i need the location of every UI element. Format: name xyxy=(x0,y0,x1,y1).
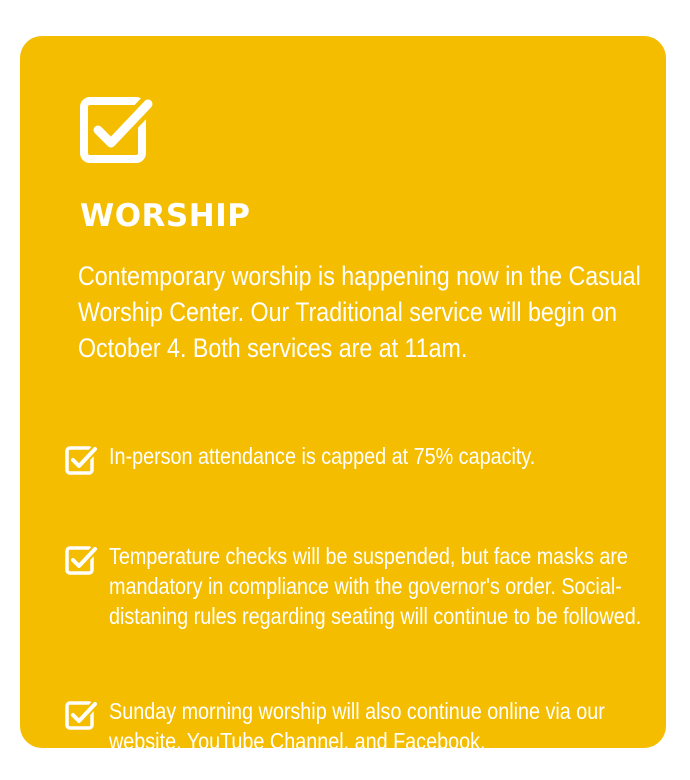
bullet-text: Temperature checks will be suspended, but face masks are mandatory in compliance with the governor's order. Social-distaning rules regarding seating will continue to be followed. xyxy=(109,543,642,629)
checkbox-check-icon xyxy=(78,92,154,168)
checkbox-check-icon xyxy=(64,543,98,577)
worship-card xyxy=(20,36,666,754)
checkbox-check-icon xyxy=(64,443,98,477)
card-title: WORSHIP xyxy=(80,198,251,234)
checkbox-check-icon xyxy=(64,698,98,732)
bullet-text: In-person attendance is capped at 75% capacity. xyxy=(109,443,536,469)
intro-paragraph: Contemporary worship is happening now in the Casual Worship Center. Our Traditional service will begin on October 4. Both services are at 11am. xyxy=(78,261,641,363)
bullet-text: Sunday morning worship will also continue online via our website, YouTube Channel, and Facebook. xyxy=(109,698,605,754)
